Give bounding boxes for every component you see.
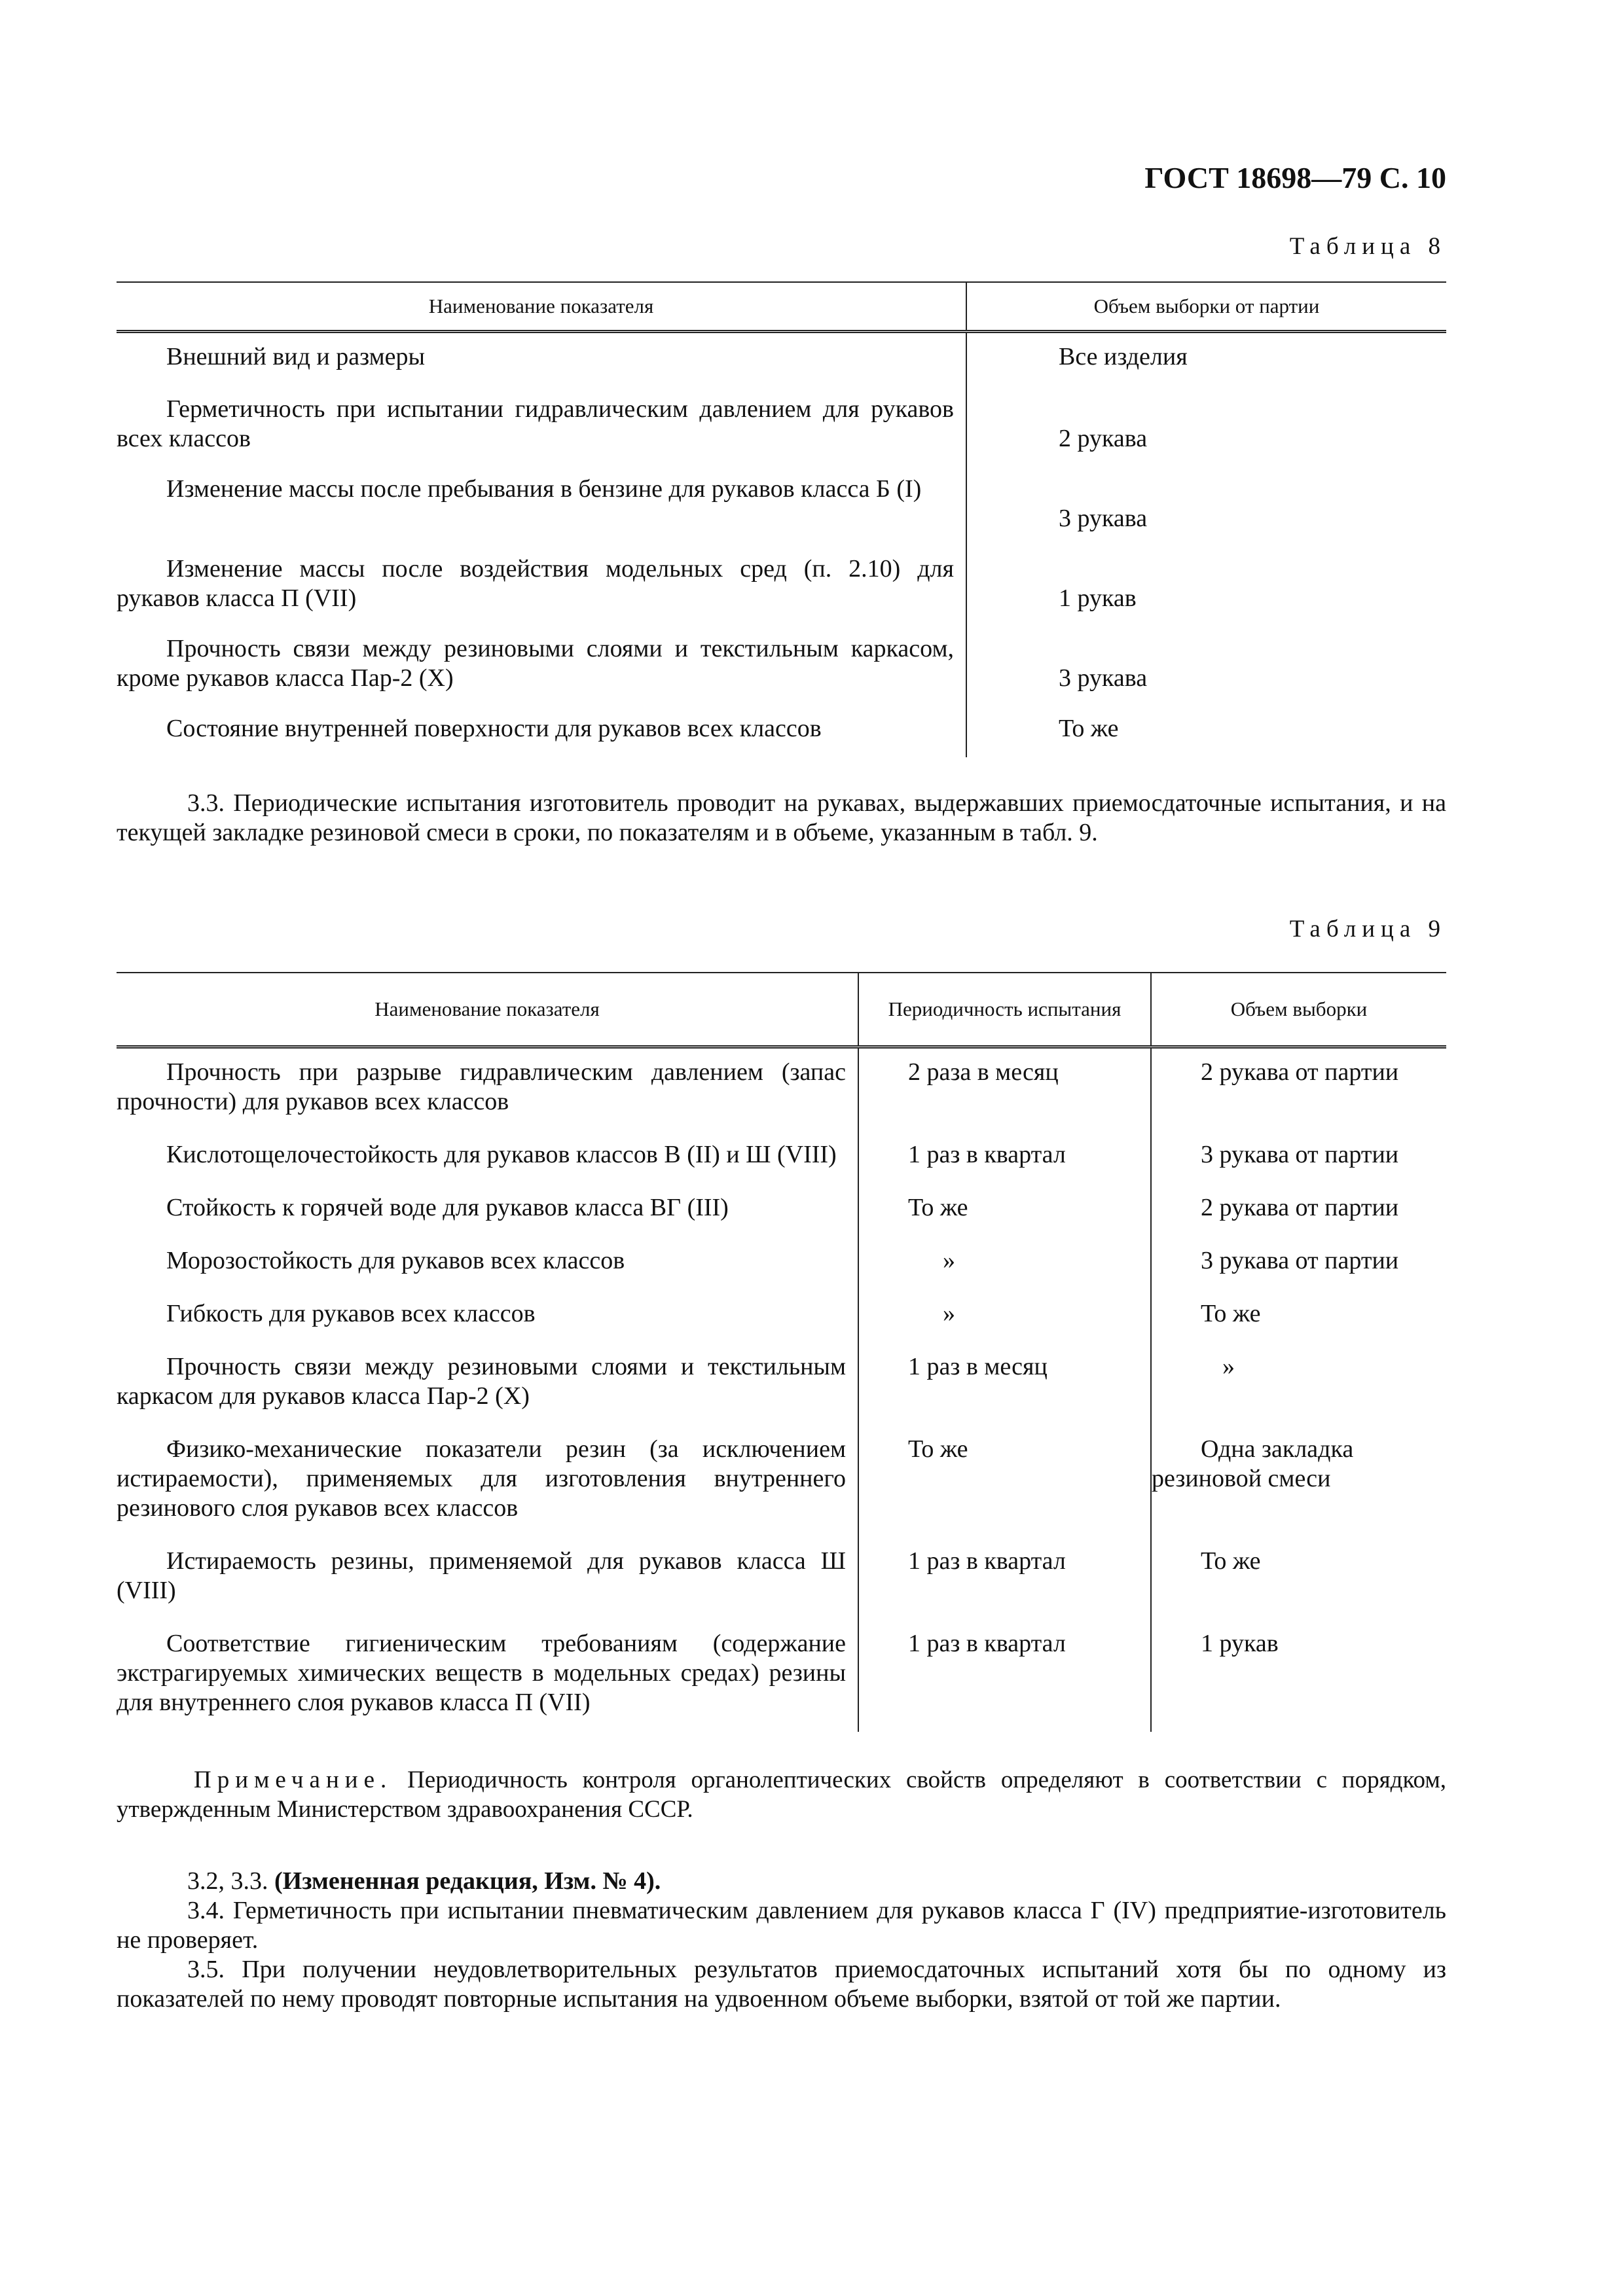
table-row — [117, 714, 1446, 757]
table9-cell-period: 1 раз в месяц — [858, 1343, 1151, 1426]
table8-cell-value: 2 рукава — [1059, 425, 1148, 452]
table9-cell-volume: То же — [1201, 1547, 1261, 1575]
table9-cell-name: Истираемость резины, применяемой для рукавов класса Ш (VIII) — [117, 1537, 858, 1620]
table-row — [117, 1426, 1446, 1537]
table8-cell-value: 3 рукава — [1059, 664, 1148, 692]
table9-cell-volume: » — [1222, 1353, 1235, 1380]
table9-cell-name: Прочность связи между резиновыми слоями и текстильным каркасом для рукавов класса Пар-2 (X) — [117, 1343, 858, 1426]
table-row — [117, 1290, 1446, 1343]
table8-cell-name: Прочность связи между резиновыми слоями и текстильным каркасом, кроме рукавов класса Пар-2 (X) — [117, 634, 966, 714]
table9-cell-name: Соответствие гигиеническим требованиям (содержание экстрагируемых химических веществ в модельных средах) резины для внутреннего слоя рукавов класса П (VII) — [117, 1620, 858, 1732]
table8-cell-name: Изменение массы после воздействия модельных сред (п. 2.10) для рукавов класса П (VII) — [117, 554, 966, 634]
table-row — [117, 554, 1446, 634]
table-row — [117, 1131, 1446, 1184]
table-row — [117, 634, 1446, 714]
table8-cell-name: Состояние внутренней поверхности для рукавов всех классов — [117, 714, 966, 757]
table8-header-name: Наименование показателя — [117, 282, 966, 332]
page-header: ГОСТ 18698—79 С. 10 — [1144, 161, 1446, 194]
table9-cell-period: То же — [858, 1426, 1151, 1537]
table-row — [117, 332, 1446, 395]
table8-caption: Таблица 8 — [1289, 233, 1446, 260]
paragraph-3-3-text: 3.3. Периодические испытания изготовитель проводит на рукавах, выдержавших приемосдаточные испытания, и на текущей закладке резиновой смеси в сроки, по показателям и в объеме, указанным в табл. 9. — [117, 789, 1446, 846]
table9-header-volume: Объем выборки — [1151, 973, 1446, 1047]
table8-cell-value: Все изделия — [1059, 343, 1188, 370]
table-row — [117, 1620, 1446, 1732]
table9-header-name: Наименование показателя — [117, 973, 858, 1047]
table9-cell-volume: 3 рукава от партии — [1201, 1141, 1399, 1168]
table-row — [117, 1184, 1446, 1237]
table9-cell-period: 1 раз в квартал — [858, 1537, 1151, 1620]
table-row — [117, 1237, 1446, 1290]
table9-cell-volume: 1 рукав — [1201, 1630, 1279, 1657]
amendment-prefix: 3.2, 3.3. — [187, 1867, 268, 1895]
table9-cell-period: 1 раз в квартал — [858, 1620, 1151, 1732]
table-row — [117, 1537, 1446, 1620]
table9-cell-name: Физико-механические показатели резин (за исключением истираемости), применяемых для изготовления внутреннего резинового слоя рукавов всех классов — [117, 1426, 858, 1537]
table9-caption: Таблица 9 — [1289, 916, 1446, 942]
table9-cell-volume: 2 рукава от партии — [1201, 1058, 1399, 1086]
table8-cell-value: 1 рукав — [1059, 584, 1137, 612]
paragraph-3-5-text: 3.5. При получении неудовлетворительных результатов приемосдаточных испытаний хотя бы по одному из показателей по нему проводят повторные испытания на удвоенном объеме выборки, взятой от той же партии. — [117, 1956, 1446, 2013]
table8-cell-name: Изменение массы после пребывания в бензине для рукавов класса Б (I) — [117, 475, 966, 554]
table8-cell-value: 3 рукава — [1059, 505, 1148, 532]
table9-header-period: Периодичность испытания — [858, 973, 1151, 1047]
table8-cell-name: Герметичность при испытании гидравлическим давлением для рукавов всех классов — [117, 395, 966, 475]
table8-cell-name: Внешний вид и размеры — [117, 332, 966, 395]
table9-cell-name: Морозостойкость для рукавов всех классов — [117, 1237, 858, 1290]
table9-cell-name: Прочность при разрыве гидравлическим давлением (запас прочности) для рукавов всех классов — [117, 1047, 858, 1132]
table-row — [117, 1047, 1446, 1132]
table9-cell-period: » — [858, 1237, 1151, 1290]
table9-cell-name: Кислотощелочестойкость для рукавов классов В (II) и Ш (VIII) — [117, 1131, 858, 1184]
amendment-bold: (Измененная редакция, Изм. № 4). — [274, 1867, 661, 1895]
paragraph-3-5 — [117, 1955, 1446, 2014]
table-row — [117, 475, 1446, 554]
table8-cell-value: То же — [1059, 715, 1119, 742]
table9-note — [117, 1765, 1446, 1824]
note-text: Периодичность контроля органолептических свойств определяют в соответствии с порядком, утвержденным Министерством здравоохранения СССР. — [117, 1767, 1447, 1823]
table9-cell-period: 2 раза в месяц — [858, 1047, 1151, 1132]
table9-cell-period: 1 раз в квартал — [858, 1131, 1151, 1184]
table9-cell-volume: Одна закладка резиновой смеси — [1152, 1435, 1354, 1492]
table9-cell-volume: 2 рукава от партии — [1201, 1194, 1399, 1221]
table9-cell-volume: 3 рукава от партии — [1201, 1247, 1399, 1274]
table9-cell-name: Гибкость для рукавов всех классов — [117, 1290, 858, 1343]
table9-cell-name: Стойкость к горячей воде для рукавов класса ВГ (III) — [117, 1184, 858, 1237]
table9-cell-period: » — [858, 1290, 1151, 1343]
paragraph-3-3 — [117, 789, 1446, 848]
amendment-line — [117, 1867, 1446, 1896]
table-9 — [117, 972, 1446, 1732]
table9-cell-volume: То же — [1201, 1300, 1261, 1327]
paragraph-3-4-text: 3.4. Герметичность при испытании пневматическим давлением для рукавов класса Г (IV) предприятие-изготовитель не проверяет. — [117, 1897, 1446, 1954]
table9-cell-period: То же — [858, 1184, 1151, 1237]
note-label: Примечание. — [194, 1767, 393, 1793]
table-row — [117, 395, 1446, 475]
table-8 — [117, 281, 1446, 757]
table8-header-volume: Объем выборки от партии — [966, 282, 1446, 332]
table-row — [117, 1343, 1446, 1426]
paragraph-3-4 — [117, 1896, 1446, 1955]
